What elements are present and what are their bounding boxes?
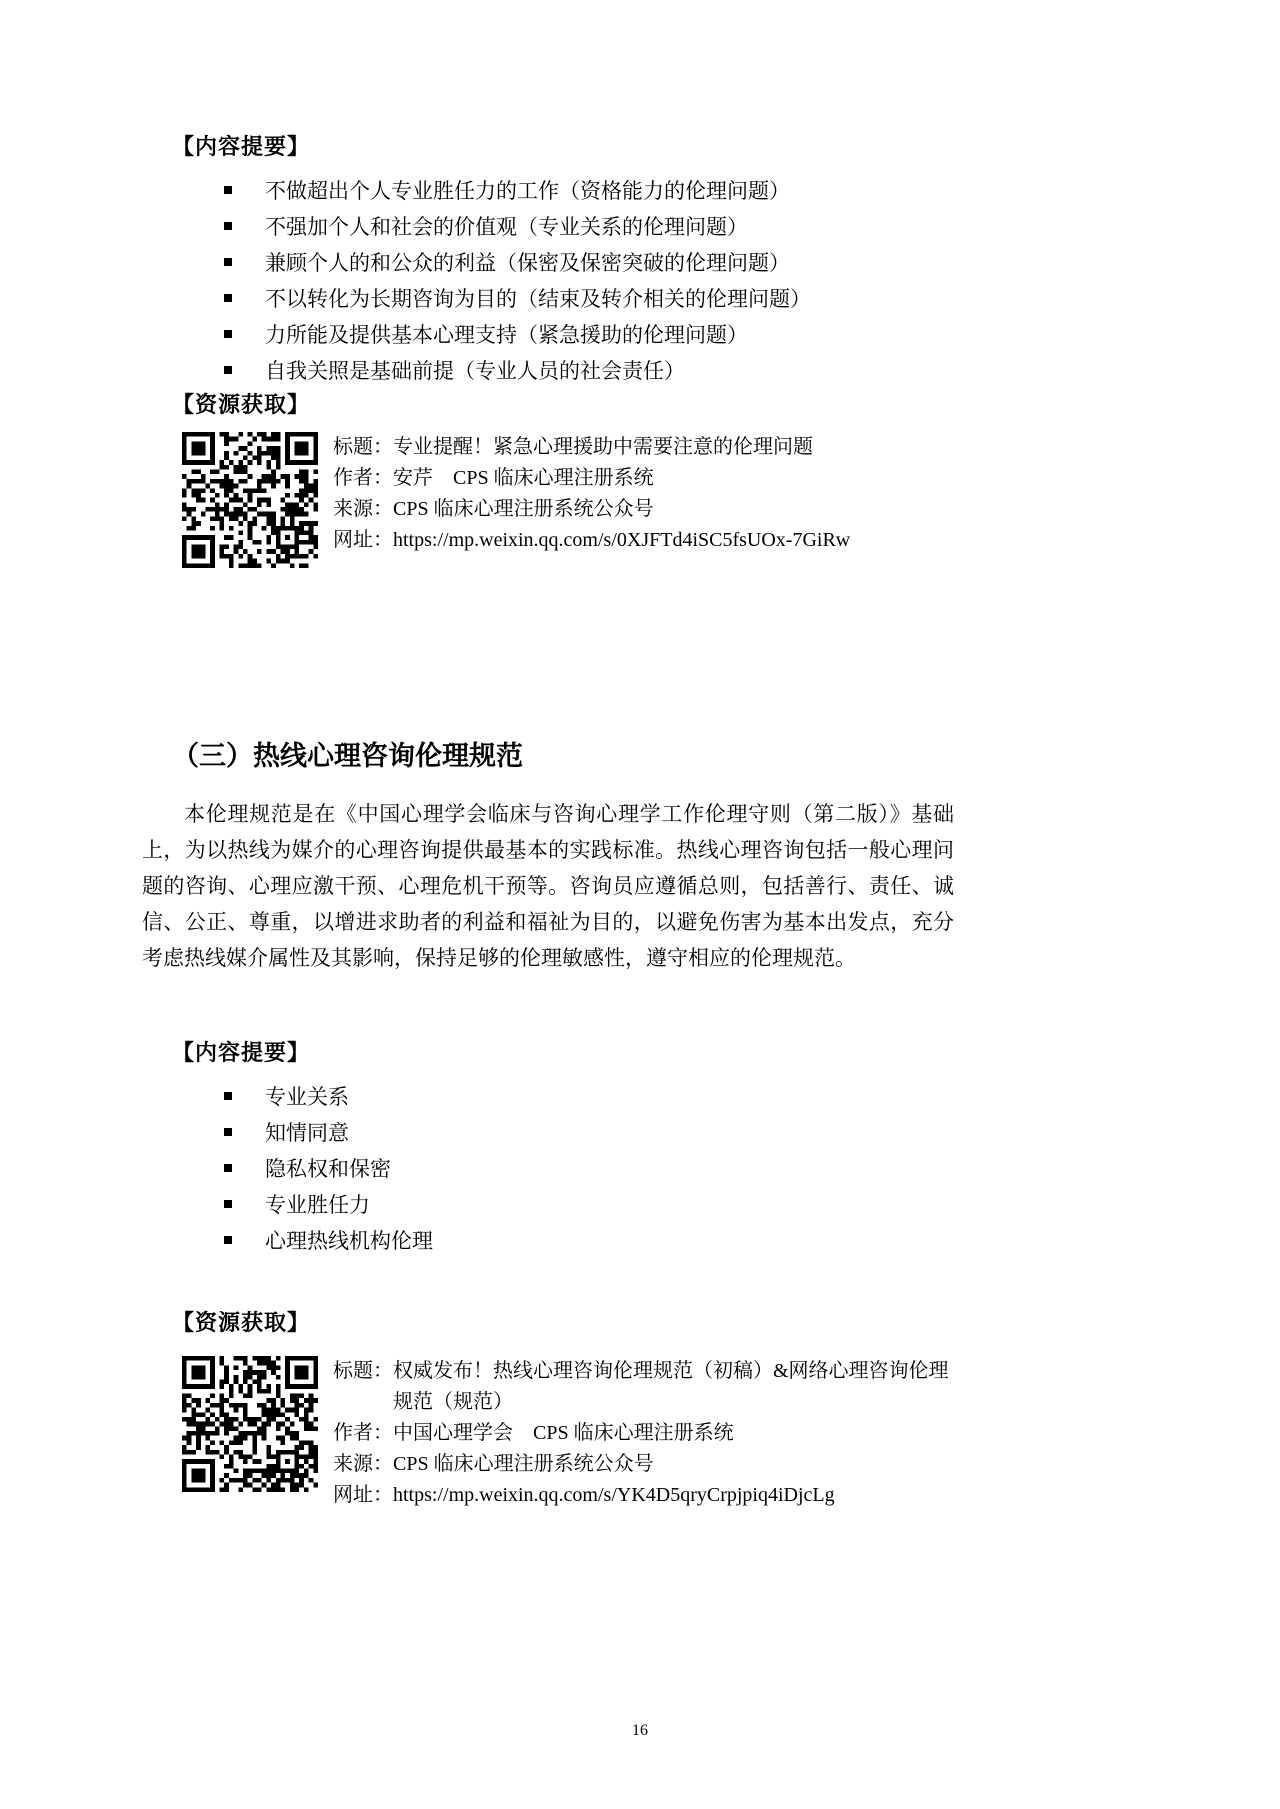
list-item <box>224 1078 1280 1114</box>
list-item <box>224 208 1280 244</box>
summary-list-1 <box>224 172 1280 388</box>
bullet-square-icon <box>224 1200 232 1208</box>
title-value: 权威发布！热线心理咨询伦理规范（初稿）&网络心理咨询伦理规范（规范） <box>393 1360 949 1413</box>
summary-list-2 <box>224 1078 1280 1258</box>
bullet-text: 不以转化为长期咨询为目的（结束及转介相关的伦理问题） <box>265 287 811 311</box>
list-item <box>224 244 1280 280</box>
author-label: 作者： <box>333 467 393 489</box>
bullet-text: 不强加个人和社会的价值观（专业关系的伦理问题） <box>265 215 748 239</box>
bullet-square-icon <box>224 1164 232 1172</box>
list-item <box>224 352 1280 388</box>
bullet-square-icon <box>224 186 232 194</box>
bullet-text: 专业关系 <box>265 1085 349 1109</box>
meta-author-row <box>333 463 961 494</box>
bullet-square-icon <box>224 222 232 230</box>
bullet-text: 心理热线机构伦理 <box>265 1229 433 1253</box>
summary-heading-1: 【内容提要】 <box>172 134 311 159</box>
bullet-text: 力所能及提供基本心理支持（紧急援助的伦理问题） <box>265 323 748 347</box>
url-value: https://mp.weixin.qq.com/s/0XJFTd4iSC5fsUOx-7GiRw <box>393 529 851 551</box>
resource-block-1 <box>182 432 1280 568</box>
url-label: 网址： <box>333 529 393 551</box>
title-value: 专业提醒！紧急心理援助中需要注意的伦理问题 <box>393 436 813 458</box>
list-item <box>224 1186 1280 1222</box>
meta-source-row <box>333 1449 961 1480</box>
qr-code <box>182 432 318 568</box>
meta-title-row <box>333 432 961 463</box>
source-value: CPS 临床心理注册系统公众号 <box>393 1453 654 1475</box>
source-label: 来源： <box>333 498 393 520</box>
title-label: 标题： <box>333 1360 393 1382</box>
author-value: 安芹 CPS 临床心理注册系统 <box>393 467 654 489</box>
bullet-text: 兼顾个人的和公众的利益（保密及保密突破的伦理问题） <box>265 251 790 275</box>
meta-title-row <box>333 1356 961 1418</box>
meta-author-row <box>333 1418 961 1449</box>
bullet-text: 专业胜任力 <box>265 1193 370 1217</box>
resource-block-2 <box>182 1356 1280 1511</box>
bullet-square-icon <box>224 366 232 374</box>
source-value: CPS 临床心理注册系统公众号 <box>393 498 654 520</box>
title-label: 标题： <box>333 436 393 458</box>
bullet-square-icon <box>224 1092 232 1100</box>
url-value: https://mp.weixin.qq.com/s/YK4D5qryCrpjpiq4iDjcLg <box>393 1484 835 1506</box>
section-paragraph: 本伦理规范是在《中国心理学会临床与咨询心理学工作伦理守则（第二版）》基础上，为以热线为媒介的心理咨询提供最基本的实践标准。热线心理咨询包括一般心理问题的咨询、心理应激干预、心理危机干预等。咨询员应遵循总则，包括善行、责任、诚信、公正、尊重，以增进求助者的利益和福祉为目的，以避免伤害为基本出发点，充分考虑热线媒介属性及其影响，保持足够的伦理敏感性，遵守相应的伦理规范。 <box>142 802 954 970</box>
list-item <box>224 280 1280 316</box>
summary-heading-2: 【内容提要】 <box>172 1040 311 1065</box>
bullet-square-icon <box>224 258 232 266</box>
bullet-square-icon <box>224 1128 232 1136</box>
url-label: 网址： <box>333 1484 393 1506</box>
resource-meta-1 <box>333 432 961 568</box>
author-label: 作者： <box>333 1422 393 1444</box>
page-number: 16 <box>632 1722 648 1739</box>
list-item <box>224 316 1280 352</box>
list-item <box>224 1222 1280 1258</box>
bullet-text: 不做超出个人专业胜任力的工作（资格能力的伦理问题） <box>265 179 790 203</box>
list-item <box>224 1150 1280 1186</box>
resource-heading-2: 【资源获取】 <box>172 1310 311 1335</box>
qr-code <box>182 1356 318 1492</box>
bullet-square-icon <box>224 294 232 302</box>
bullet-text: 自我关照是基础前提（专业人员的社会责任） <box>265 359 685 383</box>
bullet-text: 知情同意 <box>265 1121 349 1145</box>
bullet-square-icon <box>224 330 232 338</box>
section-heading: （三）热线心理咨询伦理规范 <box>172 741 523 771</box>
meta-url-row <box>333 525 961 556</box>
resource-heading-1: 【资源获取】 <box>172 392 311 417</box>
list-item <box>224 172 1280 208</box>
meta-source-row <box>333 494 961 525</box>
list-item <box>224 1114 1280 1150</box>
resource-meta-2 <box>333 1356 961 1511</box>
bullet-square-icon <box>224 1236 232 1244</box>
bullet-text: 隐私权和保密 <box>265 1157 391 1181</box>
source-label: 来源： <box>333 1453 393 1475</box>
meta-url-row <box>333 1480 961 1511</box>
author-value: 中国心理学会 CPS 临床心理注册系统 <box>393 1422 734 1444</box>
